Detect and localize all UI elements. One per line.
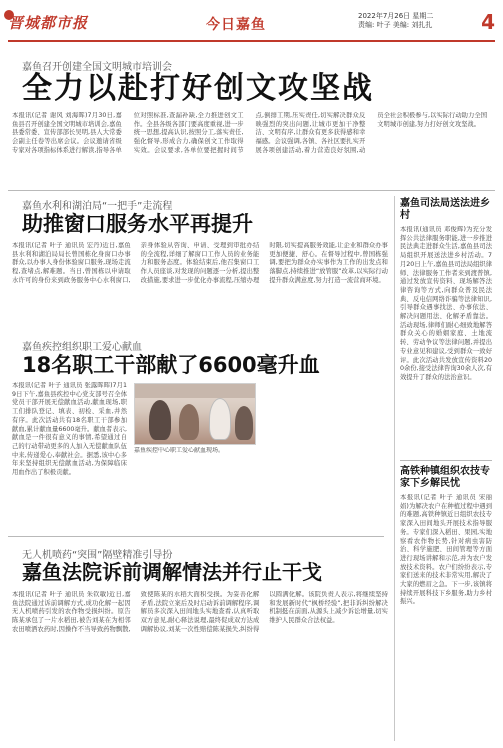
sidebar2-body: 本报讯(记者 叶子 通讯员 宋丽娟)为解决农户在种植过程中遇到的难题,高铁种镇近日组织农技专家深入田间地头开展技术指导服务。专家们深入稻田、果园,实地察看农作物长势,针对病虫害防治、科学施肥、田间管理等方面进行现场讲解和示范,并为农户发放技术资料。农户们纷纷表示,专家们送来的技术非常实用,解决了大家的燃眉之急。下一步,该镇将持续开展科技下乡服务,助力乡村振兴。 (400, 494, 492, 606)
section-divider (8, 190, 495, 191)
sidebar-divider (400, 460, 492, 461)
photo-figure-3 (209, 398, 231, 440)
article1-kicker: 嘉鱼召开创建全国文明城市培训会 (22, 62, 172, 73)
article2-body: 本报讯(记者 叶子 通讯员 宏丹)近日,嘉鱼县水利和湖泊局局长曾国栋化身窗口办事群众,以办事人身份体验窗口服务,现场走流程,查堵点,解难题。当日,曾国栋以申请取水许可的身份来到政务服务中心水利窗口,亲身体验从咨询、申请、受理到审批办结的全流程,详细了解窗口工作人员的业务能力和服务态度。体验结束后,他召集窗口工作人员座谈,对发现的问题逐一分析,提出整改措施,要求进一步优化办事流程,压缩办理时限,切实提高服务效能,让企业和群众办事更加便捷、舒心。在督导过程中,曾国栋强调,要把为群众办实事作为工作的出发点和落脚点,持续推进“放管服”改革,以实际行动提升群众满意度,努力打造一流营商环境。 (12, 242, 388, 284)
photo-figure-2 (179, 404, 199, 440)
photo-ceiling (135, 384, 256, 398)
article4-body: 本报讯(记者 叶子 通讯员 朱钦敏)近日,嘉鱼法院通过诉前调解方式,成功化解一起因无人机喷药引发的农作物受损纠纷。原告陈某承包了一片水稻田,被告刘某在为相邻农田喷洒农药时,因操作不当导致药物飘散,致使陈某的水稻大面积受损。为妥善化解矛盾,法院立案后及时启动诉前调解程序,调解员多次深入田间地头实地查看,认真听取双方意见,耐心释法说理,最终促成双方达成调解协议,刘某一次性赔偿陈某损失,纠纷得以圆满化解。该院负责人表示,将继续坚持和发展新时代“枫桥经验”,把非诉纠纷解决机制挺在前面,从源头上减少诉讼增量,切实维护人民群众合法权益。 (12, 591, 388, 633)
masthead (8, 10, 495, 40)
column-divider (394, 196, 395, 741)
issue-date: 2022年7月26日 星期二 (358, 12, 434, 20)
section-divider (8, 536, 384, 537)
section-title: 今日嘉鱼 (206, 17, 266, 33)
sidebar1-headline: 嘉鱼司法局送法进乡村 (400, 198, 490, 221)
newspaper-logo: 晋城都市报 (8, 14, 89, 32)
photo-caption: 嘉鱼疾控中心职工爱心献血现场。 (134, 447, 225, 454)
article4-kicker: 无人机喷药“突围”隔壁精准引导扮 (22, 550, 173, 561)
article2-headline: 助推窗口服务水平再提升 (22, 212, 253, 236)
article1-headline: 全力以赴打好创文攻坚战 (22, 71, 374, 106)
photo-figure-1 (149, 400, 171, 440)
issue-info (358, 12, 433, 30)
article4-headline: 嘉鱼法院诉前调解情法并行止干戈 (22, 560, 322, 584)
sidebar1-body: 本报讯(通讯员 邓俊辉)为充分发挥公共法律服务职能,进一步推进民法典走进群众生活,嘉鱼县司法局组织开展送法进乡村活动。7月20日上午,嘉鱼县司法局组织律师、法律服务工作者来到渡普镇,通过发放宣传资料、现场解答法律咨询等方式,向群众普及民法典、反电信网络诈骗等法律知识,引导群众遇事找法、办事依法、解决问题用法、化解矛盾靠法。活动现场,律师们耐心细致地解答群众关心的婚姻家庭、土地流转、劳动争议等法律问题,并提出专业意见和建议,受到群众一致好评。此次活动共发放宣传资料200余份,接受法律咨询30余人次,有效提升了群众的法治意识。 (400, 226, 492, 381)
article1-body: 本报讯(记者 谢风 刘海晖)7月30日,嘉鱼县召开创建全国文明城市培训会,嘉鱼县委常委、宣传部部长吴明,县人大常委会副主任卷等出席会议。会议邀请省级专家对各项指标体系进行解读,指导各单位对照标准,查漏补缺,全力推进创文工作。全县各级各部门要高度重视,进一步统一思想,提高认识,按照分工,落实责任,强化督导,形成合力,确保创文工作取得实效。会议要求,各单位要把握时间节点,倒排工期,压实责任,切实解决群众反映强烈的突出问题,让城市更加干净整洁、文明有序,让群众有更多获得感和幸福感。会议强调,各镇、各社区要扎实开展各项创建活动,着力营造良好氛围,动员全社会积极参与,以实际行动助力全国文明城市创建,努力打好创文攻坚战。 (12, 112, 487, 154)
article3-body-col3 (262, 382, 388, 530)
article3-body-cont (134, 458, 256, 530)
article2-kicker: 嘉鱼水利和湖泊局“一把手”走流程 (22, 201, 173, 212)
blood-donation-photo (134, 383, 256, 445)
photo-figure-4 (235, 406, 253, 440)
sidebar2-headline: 高铁种镇组织农技专家下乡解民忧 (400, 466, 490, 489)
page-number: 4 (481, 10, 495, 34)
article3-body: 本报讯(记者 叶子 通讯员 张露晖晖)7月19日下午,嘉鱼县疾控中心党支部号召全体党员干部开展无偿献血活动,献血现场,职工们排队登记、填表、初检、采血,井然有序。此次活动共有18名职工干部参加献血,累计献血量6600毫升。献血者表示,献血是一件很有意义的事情,希望通过自己的行动带动更多的人加入无偿献血队伍中来,传递爱心,奉献社会。据悉,该中心多年来坚持组织无偿献血活动,为保障临床用血作出了积极贡献。 (12, 382, 127, 477)
article3-kicker: 嘉鱼疾控组织职工爱心献血 (22, 342, 142, 353)
masthead-rule (8, 40, 495, 42)
article3-headline: 18名职工干部献了6600毫升血 (22, 353, 320, 377)
issue-editors: 责编: 叶子 美编: 刘扎扎 (358, 21, 433, 29)
